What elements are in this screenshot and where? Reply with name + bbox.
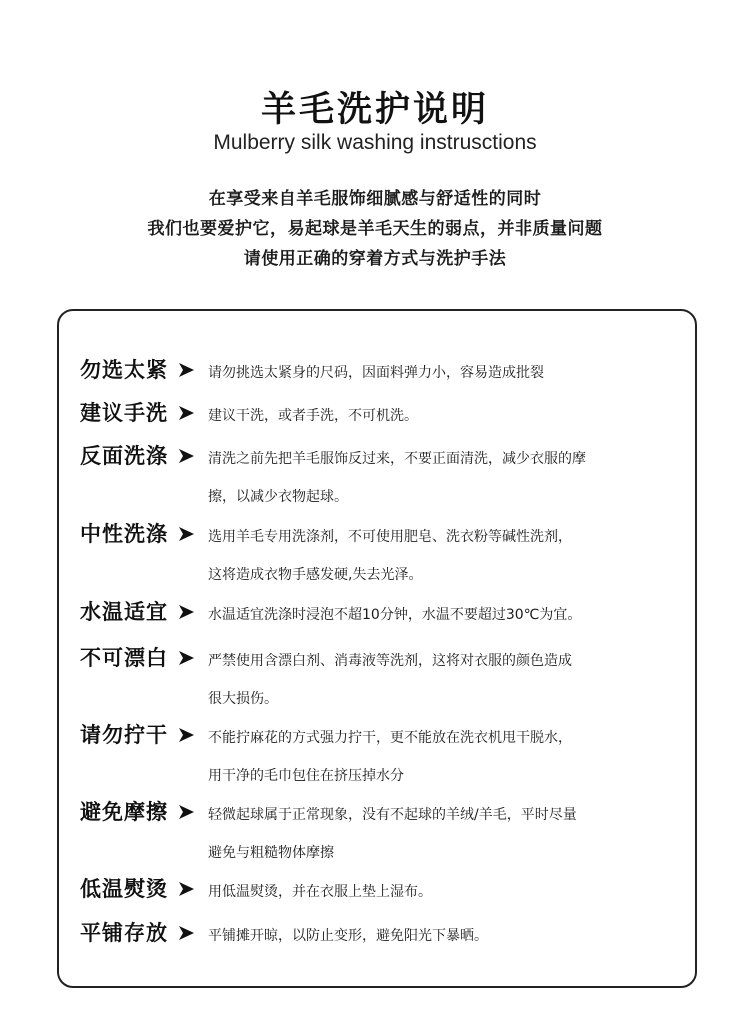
instruction-line: 水温适宜洗涤时浸泡不超10分钟，水温不要超过30℃为宜。 bbox=[208, 607, 582, 623]
instruction-text bbox=[208, 354, 688, 392]
page-title: 羊毛洗护说明 bbox=[260, 90, 489, 130]
instruction-label: 水温适宜 bbox=[80, 600, 168, 624]
instruction-line: 用干净的毛巾包住在挤压掉水分 bbox=[208, 768, 404, 784]
instruction-label: 不可漂白 bbox=[80, 646, 168, 670]
instruction-label: 平铺存放 bbox=[80, 921, 168, 945]
instruction-line: 很大损伤。 bbox=[208, 691, 278, 707]
instruction-text bbox=[208, 596, 688, 634]
instruction-label: 低温熨烫 bbox=[80, 877, 168, 901]
instruction-line: 不能拧麻花的方式强力拧干，更不能放在洗衣机甩干脱水， bbox=[208, 730, 572, 746]
arrow-right-icon bbox=[178, 405, 195, 421]
instruction-label: 建议手洗 bbox=[80, 401, 168, 425]
instruction-label: 请勿拧干 bbox=[80, 723, 168, 747]
instruction-line: 擦，以减少衣物起球。 bbox=[208, 489, 348, 505]
intro-line: 我们也要爱护它，易起球是羊毛天生的弱点，并非质量问题 bbox=[147, 219, 603, 239]
instruction-line: 这将造成衣物手感发硬,失去光泽。 bbox=[208, 567, 423, 583]
arrow-right-icon bbox=[178, 881, 195, 897]
instruction-line: 轻微起球属于正常现象，没有不起球的羊绒/羊毛，平时尽量 bbox=[208, 807, 577, 823]
arrow-right-icon bbox=[178, 448, 195, 464]
instruction-line: 选用羊毛专用洗涤剂，不可使用肥皂、洗衣粉等碱性洗剂， bbox=[208, 529, 572, 545]
instruction-label: 中性洗涤 bbox=[80, 522, 168, 546]
page-subtitle: Mulberry silk washing instrusctions bbox=[213, 131, 537, 154]
instruction-label: 反面洗涤 bbox=[80, 444, 168, 468]
instruction-text bbox=[208, 873, 688, 911]
arrow-right-icon bbox=[178, 604, 195, 620]
arrow-right-icon bbox=[178, 925, 195, 941]
instruction-text bbox=[208, 397, 688, 435]
arrow-right-icon bbox=[178, 804, 195, 820]
instruction-text bbox=[208, 917, 688, 955]
instruction-line: 平铺摊开晾，以防止变形，避免阳光下暴晒。 bbox=[208, 928, 488, 944]
instruction-text bbox=[208, 796, 688, 872]
instruction-line: 严禁使用含漂白剂、消毒液等洗剂，这将对衣服的颜色造成 bbox=[208, 653, 572, 669]
instruction-line: 建议干洗，或者手洗，不可机洗。 bbox=[208, 408, 418, 424]
instruction-line: 用低温熨烫，并在衣服上垫上湿布。 bbox=[208, 884, 432, 900]
arrow-right-icon bbox=[178, 526, 195, 542]
instructions-panel bbox=[57, 309, 697, 988]
instruction-line: 请勿挑选太紧身的尺码，因面料弹力小，容易造成批裂 bbox=[208, 365, 544, 381]
instruction-label: 避免摩擦 bbox=[80, 800, 168, 824]
instruction-line: 清洗之前先把羊毛服饰反过来，不要正面清洗，减少衣服的摩 bbox=[208, 451, 586, 467]
intro-line: 在享受来自羊毛服饰细腻感与舒适性的同时 bbox=[208, 189, 542, 209]
instruction-text bbox=[208, 719, 688, 795]
instruction-line: 避免与粗糙物体摩擦 bbox=[208, 845, 334, 861]
intro-line: 请使用正确的穿着方式与洗护手法 bbox=[243, 249, 507, 269]
arrow-right-icon bbox=[178, 650, 195, 666]
instruction-text bbox=[208, 642, 688, 718]
arrow-right-icon bbox=[178, 727, 195, 743]
instruction-label: 勿选太紧 bbox=[80, 358, 168, 382]
intro-text bbox=[0, 184, 750, 274]
arrow-right-icon bbox=[178, 362, 195, 378]
instruction-text bbox=[208, 518, 688, 594]
instruction-text bbox=[208, 440, 688, 516]
